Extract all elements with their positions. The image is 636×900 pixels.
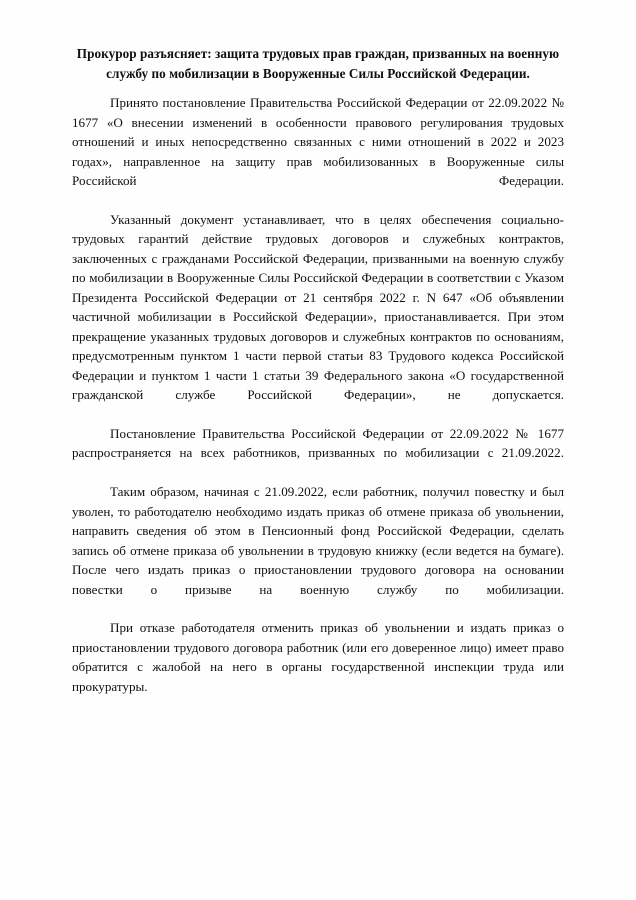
paragraph-1: Принято постановление Правительства Российской Федерации от 22.09.2022 № 1677 «О внесении изменений в особенности правового регулирования трудовых отношений и иных непосредственно связанных с ними отношений в 2022 и 2023 годах», направленное на защиту прав мобилизованных в Вооруженные силы Российской Федерации. <box>72 95 564 188</box>
document-text-body <box>72 44 564 696</box>
paragraph-3: Постановление Правительства Российской Федерации от 22.09.2022 № 1677 распространяется на всех работников, призванных по мобилизации с 21.09.2022. <box>72 425 564 461</box>
page-title: Прокурор разъясняет: защита трудовых прав граждан, призванных на военную службу по мобилизации в Вооруженные Силы Российской Федерации. <box>76 46 560 81</box>
paragraph-4: Таким образом, начиная с 21.09.2022, если работник, получил повестку и был уволен, то работодателю необходимо издать приказ об отмене приказа об увольнении, направить сведения об этом в Пенсионный фонд Российской Федерации, сделать запись об отмене приказа об увольнении в трудовую книжку (если ведется на бумаге). После чего издать приказ о приостановлении трудового договора на основании повестки о призыве на военную службу по мобилизации. <box>72 484 564 597</box>
paragraph-5: При отказе работодателя отменить приказ об увольнении и издать приказ о приостановлении трудового договора работник (или его доверенное лицо) имеет право обратится с жалобой на него в органы государственной инспекции труда или прокуратуры. <box>72 620 564 694</box>
paragraph-2: Указанный документ устанавливает, что в целях обеспечения социально-трудовых гарантий действие трудовых договоров и служебных контрактов, заключенных с гражданами Российской Федерации, призванными на военную службу по мобилизации в Вооруженные Силы Российской Федерации в соответствии с Указом Президента Российской Федерации от 21 сентября 2022 г. N 647 «Об объявлении частичной мобилизации в Российской Федерации», приостанавливается. При этом прекращение указанных трудовых договоров и служебных контрактов по основаниям, предусмотренным пунктом 1 части первой статьи 83 Трудового кодекса Российской Федерации и пунктом 1 части 1 статьи 39 Федерального закона «О государственной гражданской службе Российской Федерации», не допускается. <box>72 211 564 402</box>
